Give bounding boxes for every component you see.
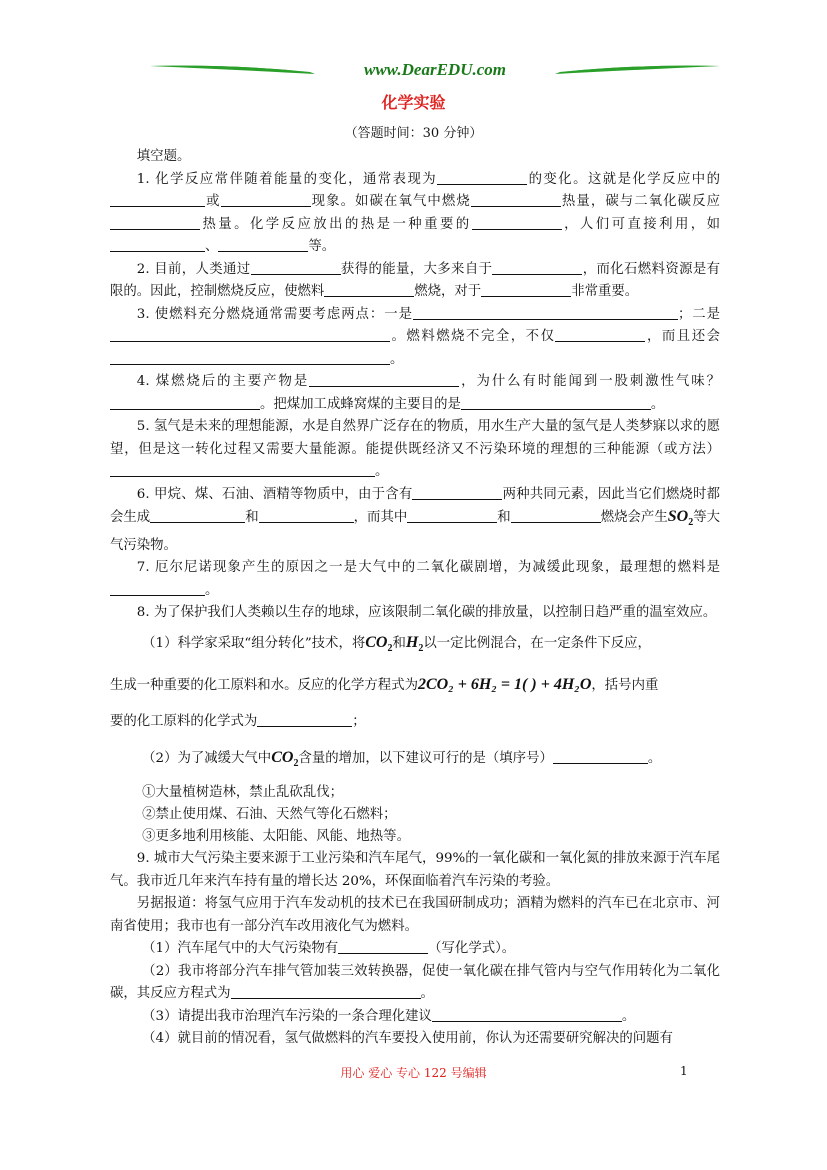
document-body xyxy=(110,146,720,1051)
answer-blank[interactable] xyxy=(492,260,582,275)
formula-co2: $CO_2$ xyxy=(365,633,393,654)
question-8-equation-line: 生成一种重要的化工原料和水。反应的化学方程式为2CO₂ + 6H₂ = 1( ) + 4H₂O，括号内重 xyxy=(110,675,659,693)
answer-blank[interactable] xyxy=(471,192,561,207)
question-8-part-2: （2）为了减缓大气中$CO_2$含量的增加，以下建议可行的是（填序号） 。 xyxy=(142,748,662,770)
answer-blank[interactable] xyxy=(432,1007,622,1022)
answer-blank[interactable] xyxy=(110,237,205,252)
answer-blank[interactable] xyxy=(481,282,571,297)
question-9-part-2: （2）我市将部分汽车排气管加装三效转换器，促使一氧化碳在排气管内与空气作用转化为二氧化碳，其反应方程式为 。 xyxy=(110,963,720,1002)
answer-blank[interactable] xyxy=(110,395,260,410)
answer-blank[interactable] xyxy=(110,350,390,365)
answer-blank[interactable] xyxy=(461,395,651,410)
answer-blank[interactable] xyxy=(472,215,562,230)
question-6: 6. 甲烷、煤、石油、酒精等物质中，由于含有 两种共同元素，因此当它们燃烧时都会生成 和 ，而其中 和 燃烧会产生$SO_2$等大气污染物。 xyxy=(110,486,721,553)
answer-blank[interactable] xyxy=(413,305,678,320)
answer-blank[interactable] xyxy=(412,485,502,500)
chemical-equation: 2CO₂ + 6H₂ = 1( ) + 4H₂O xyxy=(417,675,592,693)
question-3: 3. 使燃料充分燃烧通常需要考虑两点：一是 ；二是。燃料燃烧不完全，不仅 ，而且还会。 xyxy=(110,304,720,372)
page-number: 1 xyxy=(680,1064,688,1078)
question-9-part-1: （1）汽车尾气中的大气污染物有 （写化学式）。 xyxy=(142,941,516,957)
answer-blank[interactable] xyxy=(110,192,205,207)
option-3: ③更多地利用核能、太阳能、风能、地热等。 xyxy=(142,829,410,845)
formula-co2: $CO_2$ xyxy=(271,748,299,770)
question-2: 2. 目前，人类通过 获得的能量，大多来自于 ，而化石燃料资源是有限的。因此，控制燃烧反应，使燃料 燃烧，对于 非常重要。 xyxy=(110,261,721,299)
question-9-part-3: （3）请提出我市治理汽车污染的一条合理化建议 。 xyxy=(142,1008,636,1024)
question-8-part-1: （1）科学家采取“组分转化”技术，将$CO_2$和$H_2$以一定比例混合，在一定条件下反应， xyxy=(142,633,651,654)
answer-blank[interactable] xyxy=(553,749,648,764)
header-banner xyxy=(150,56,720,86)
answer-blank[interactable] xyxy=(555,327,645,342)
answer-blank[interactable] xyxy=(338,939,428,954)
answer-blank[interactable] xyxy=(221,192,311,207)
question-8: 8. 为了保护我们人类赖以生存的地球，应该限制二氧化碳的排放量，以控制日趋严重的温室效应。 xyxy=(136,605,717,621)
footer-text: 用心 爱心 专心 122 号编辑 xyxy=(340,1066,487,1080)
answer-blank[interactable] xyxy=(150,508,245,523)
option-2: ②禁止使用煤、石油、天然气等化石燃料； xyxy=(142,807,397,823)
answer-blank[interactable] xyxy=(110,581,205,596)
question-5: 5. 氢气是未来的理想能源，水是自然界广泛存在的物质，用水生产大量的氢气是人类梦寐以求的愿望，但是这一转化过程又需要大量能源。能提供既经济又不污染环境的理想的三种能源（或方法）。 xyxy=(110,419,720,479)
formula-so2: $SO_2$ xyxy=(667,508,694,529)
question-9-report: 另据报道：将氢气应用于汽车发动机的技术已在我国研制成功；酒精为燃料的汽车已在北京市、河南省使用；我市也有一部分汽车改用液化气为燃料。 xyxy=(110,896,720,934)
question-4: 4. 煤燃烧后的主要产物是 ，为什么有时能闻到一股刺激性气味？。把煤加工成蜂窝煤的主要目的是 。 xyxy=(110,371,720,416)
question-9: 9. 城市大气污染主要来源于工业污染和汽车尾气，99%的一氧化碳和一氧化氮的排放来源于汽车尾气。我市近几年来汽车持有量的增长达 20%，环保面临着汽车污染的考验。 xyxy=(110,851,720,889)
answer-blank[interactable] xyxy=(309,372,459,387)
question-9-part-4: （4）就目前的情况看，氢气做燃料的汽车要投入使用前，你认为还需要研究解决的问题有 xyxy=(142,1031,673,1047)
answer-blank[interactable] xyxy=(324,282,414,297)
answer-blank[interactable] xyxy=(110,462,375,477)
page-title: 化学实验 xyxy=(381,93,446,112)
answer-blank[interactable] xyxy=(218,237,308,252)
answer-blank[interactable] xyxy=(407,508,497,523)
section-heading: 填空题。 xyxy=(136,149,191,164)
page-subtitle: （答题时间：30 分钟） xyxy=(344,126,483,141)
brand-logo-text: www.DearEDU.com xyxy=(364,60,506,79)
answer-blank[interactable] xyxy=(110,327,390,342)
answer-blank[interactable] xyxy=(437,170,527,185)
answer-blank[interactable] xyxy=(511,508,601,523)
option-1: ①大量植树造林，禁止乱砍乱伐； xyxy=(142,785,344,801)
formula-h2: $H_2$ xyxy=(405,633,424,654)
answer-blank[interactable] xyxy=(110,215,200,230)
answer-blank[interactable] xyxy=(231,984,421,999)
answer-blank[interactable] xyxy=(257,712,352,727)
question-1: 1. 化学反应常伴随着能量的变化，通常表现为 的变化。这就是化学反应中的或 现象。如碳在氧气中燃烧 热量，碳与二氧化碳反应热量。化学反应放出的热是一种重要的 ，人们可直接利用，如、 等。 xyxy=(110,169,720,259)
answer-blank[interactable] xyxy=(259,508,354,523)
question-7: 7. 厄尔尼诺现象产生的原因之一是大气中的二氧化碳剧增，为减缓此现象，最理想的燃料是。 xyxy=(110,557,720,602)
question-8-formula-line: 要的化工原料的化学式为 ； xyxy=(110,713,366,729)
answer-blank[interactable] xyxy=(251,260,341,275)
